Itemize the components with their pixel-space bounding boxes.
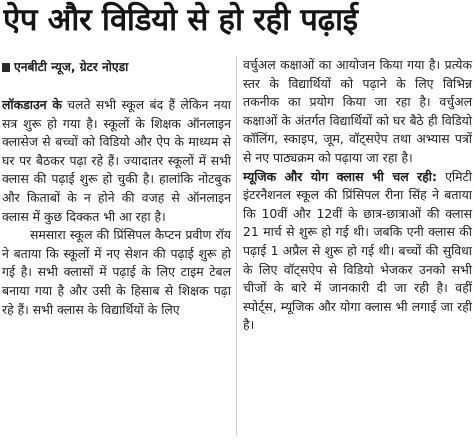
left-paragraph-2-text: समसारा स्कूल की प्रिंसिपल कैप्टन प्रवीण रॉय ने बताया कि स्कूलों में नए सेशन की पढ़ाई शुरू हो गई है। सभी क्लासों में पढ़ाई के लिए टाइम टेबल बनाया गया है और उसी के हिसाब से शिक्षक पढ़ा रहे हैं। सभी क्लास के विद्यार्थियों के लिए: [2, 227, 231, 317]
left-paragraph-2: [2, 226, 231, 319]
left-paragraph-1-text: चलते सभी स्कूल बंद हैं लेकिन नया सत्र शुरू हो गया है। स्कूलों के शिक्षक ऑनलाइन क्लासेज से बच्चों को विडियो और ऐप के माध्यम से घर पर बैठकर पढ़ा रहे हैं। ज्यादातर स्कूलों में सभी क्लास की पढ़ाई शुरू हो चुकी है। हालांकि नोटबुक और किताबों के न होने की वजह से ऑनलाइन क्लास में कुछ दिक्कत भी आ रहा है।: [2, 97, 231, 224]
right-paragraph-1: वर्चुअल कक्षाओं का आयोजन किया गया है। प्रत्येक स्तर के विद्यार्थियों को पढ़ाने के लिए विभिन्न तकनीक का प्रयोग किया जा रहा है। वर्चुअल कक्षाओं के अंतर्गत विद्यार्थियों को घर बैठे ही विडियो कॉलिंग, स्काइप, जूम, वॉट्सऐप तथा अभ्यास पत्रों से नए पाठ्यक्रम को पढ़ाया जा रहा है।: [243, 57, 472, 165]
left-paragraph-1: [2, 96, 231, 226]
article-headline: ऐप और विडियो से हो रही पढ़ाई: [3, 2, 358, 38]
subhead: म्यूजिक और योग क्लास भी चल रही:: [243, 168, 437, 184]
lead-word: लॉकडाउन के: [2, 97, 62, 112]
right-paragraph-2: [243, 168, 472, 335]
byline-square-icon: [2, 63, 10, 72]
byline-text: एनबीटी न्यूज, ग्रेटर नोएडा: [14, 60, 129, 74]
article-left-column: [2, 58, 231, 319]
column-divider: [236, 56, 237, 436]
right-paragraph-2-text: एमिटी इंटरनैशनल स्कूल की प्रिंसिपल रीना सिंह ने बताया कि 10वीं और 12वीं के छात्र-छात्राओं की क्लास 21 मार्च से शुरू हो गई थी। जबकि एनी क्लास की पढ़ाई 1 अप्रैल से शुरू हो गई थी। बच्चों की सुविधा के लिए वॉट्सऐप से विडियो भेजकर उनको सभी चीजों के बारे में जानकारी दी जा रही है। वहीं स्पोर्ट्स, म्यूजिक और योगा क्लास भी लगाई जा रही है।: [243, 168, 472, 333]
article-right-column: [243, 56, 472, 335]
byline: [2, 58, 231, 78]
